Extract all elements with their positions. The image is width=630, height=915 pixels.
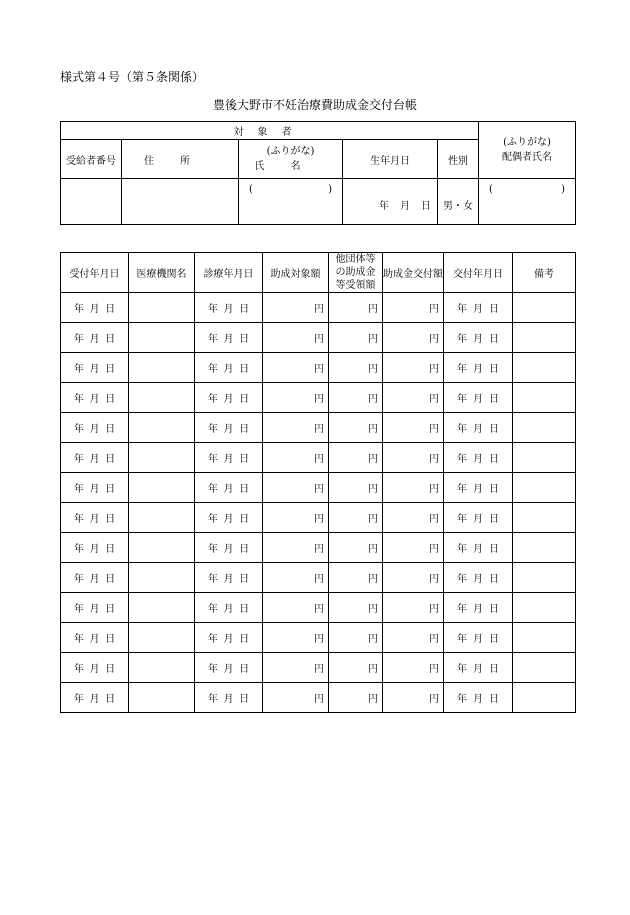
- reception-date-cell[interactable]: 年 月 日: [61, 473, 129, 503]
- treatment-date-cell[interactable]: 年 月 日: [195, 623, 263, 653]
- other-grant-received-cell[interactable]: 円: [329, 383, 383, 413]
- clinic-name-cell[interactable]: [129, 383, 195, 413]
- clinic-name-cell[interactable]: [129, 683, 195, 713]
- grant-target-amount-cell[interactable]: 円: [263, 473, 329, 503]
- other-grant-received-cell[interactable]: 円: [329, 653, 383, 683]
- clinic-name-cell[interactable]: [129, 323, 195, 353]
- grant-issued-amount-cell[interactable]: 円: [383, 353, 444, 383]
- table-row: [61, 503, 576, 533]
- table-row: [61, 353, 576, 383]
- grant-target-amount-header: 助成対象額: [263, 253, 329, 293]
- clinic-name-cell[interactable]: [129, 653, 195, 683]
- clinic-name-cell[interactable]: [129, 533, 195, 563]
- treatment-date-cell[interactable]: 年 月 日: [195, 653, 263, 683]
- spouse-name-cell[interactable]: ( ): [479, 179, 576, 225]
- treatment-date-header: 診療年月日: [195, 253, 263, 293]
- clinic-name-cell[interactable]: [129, 623, 195, 653]
- reception-date-cell[interactable]: 年 月 日: [61, 533, 129, 563]
- issue-date-cell[interactable]: 年 月 日: [444, 443, 513, 473]
- issue-date-cell[interactable]: 年 月 日: [444, 413, 513, 443]
- table-row: [61, 563, 576, 593]
- clinic-name-cell[interactable]: [129, 413, 195, 443]
- grant-ledger-table: [60, 252, 576, 713]
- grant-target-amount-cell[interactable]: 円: [263, 503, 329, 533]
- table-row: [61, 533, 576, 563]
- issue-date-cell[interactable]: 年 月 日: [444, 563, 513, 593]
- form-label: 様式第４号（第５条関係）: [60, 70, 205, 84]
- reception-date-cell[interactable]: 年 月 日: [61, 593, 129, 623]
- table-row: [61, 293, 576, 323]
- other-grant-received-cell[interactable]: 円: [329, 443, 383, 473]
- grant-issued-amount-cell[interactable]: 円: [383, 443, 444, 473]
- remarks-cell[interactable]: [513, 443, 576, 473]
- reception-date-header: 受付年月日: [61, 253, 129, 293]
- treatment-date-cell[interactable]: 年 月 日: [195, 383, 263, 413]
- treatment-date-cell[interactable]: 年 月 日: [195, 533, 263, 563]
- issue-date-cell[interactable]: 年 月 日: [444, 293, 513, 323]
- treatment-date-cell[interactable]: 年 月 日: [195, 413, 263, 443]
- address-cell[interactable]: [122, 179, 239, 225]
- issue-date-cell[interactable]: 年 月 日: [444, 323, 513, 353]
- clinic-name-cell[interactable]: [129, 443, 195, 473]
- treatment-date-cell[interactable]: 年 月 日: [195, 443, 263, 473]
- remarks-cell[interactable]: [513, 653, 576, 683]
- grant-target-amount-cell[interactable]: 円: [263, 623, 329, 653]
- remarks-cell[interactable]: [513, 503, 576, 533]
- other-grant-received-cell[interactable]: 円: [329, 353, 383, 383]
- remarks-cell[interactable]: [513, 593, 576, 623]
- grant-issued-amount-cell[interactable]: 円: [383, 383, 444, 413]
- reception-date-cell[interactable]: 年 月 日: [61, 383, 129, 413]
- treatment-date-cell[interactable]: 年 月 日: [195, 563, 263, 593]
- remarks-header: 備考: [513, 253, 576, 293]
- grant-issued-amount-cell[interactable]: 円: [383, 473, 444, 503]
- other-grant-received-cell[interactable]: 円: [329, 623, 383, 653]
- grant-issued-amount-header: 助成金交付額: [383, 253, 444, 293]
- clinic-name-cell[interactable]: [129, 503, 195, 533]
- grant-issued-amount-cell[interactable]: 円: [383, 593, 444, 623]
- spouse-name-header: (ふりがな) 配偶者氏名: [479, 122, 576, 179]
- remarks-cell[interactable]: [513, 683, 576, 713]
- other-grant-received-cell[interactable]: 円: [329, 683, 383, 713]
- recipient-number-header: 受給者番号: [61, 140, 122, 179]
- grant-target-amount-cell[interactable]: 円: [263, 563, 329, 593]
- remarks-cell[interactable]: [513, 323, 576, 353]
- remarks-cell[interactable]: [513, 293, 576, 323]
- grant-target-amount-cell[interactable]: 円: [263, 533, 329, 563]
- treatment-date-cell[interactable]: 年 月 日: [195, 353, 263, 383]
- grant-issued-amount-cell[interactable]: 円: [383, 503, 444, 533]
- sex-header: 性別: [438, 140, 479, 179]
- other-grant-received-cell[interactable]: 円: [329, 533, 383, 563]
- reception-date-cell[interactable]: 年 月 日: [61, 323, 129, 353]
- clinic-name-cell[interactable]: [129, 293, 195, 323]
- table-row: [61, 383, 576, 413]
- treatment-date-cell[interactable]: 年 月 日: [195, 293, 263, 323]
- grant-issued-amount-cell[interactable]: 円: [383, 653, 444, 683]
- grant-target-amount-cell[interactable]: 円: [263, 653, 329, 683]
- grant-target-amount-cell[interactable]: 円: [263, 383, 329, 413]
- other-grant-received-cell[interactable]: 円: [329, 563, 383, 593]
- grant-target-amount-cell[interactable]: 円: [263, 293, 329, 323]
- other-grant-received-cell[interactable]: 円: [329, 293, 383, 323]
- table-row: [61, 683, 576, 713]
- remarks-cell[interactable]: [513, 473, 576, 503]
- issue-date-cell[interactable]: 年 月 日: [444, 593, 513, 623]
- birthdate-cell[interactable]: 年 月 日: [343, 179, 438, 225]
- name-header: (ふりがな) 氏名: [239, 140, 343, 179]
- reception-date-cell[interactable]: 年 月 日: [61, 293, 129, 323]
- sex-cell[interactable]: 男・女: [438, 179, 479, 225]
- remarks-cell[interactable]: [513, 563, 576, 593]
- grant-issued-amount-cell[interactable]: 円: [383, 323, 444, 353]
- remarks-cell[interactable]: [513, 533, 576, 563]
- subject-table: [60, 121, 576, 225]
- other-grant-received-cell[interactable]: 円: [329, 413, 383, 443]
- recipient-number-cell[interactable]: [61, 179, 122, 225]
- grant-issued-amount-cell[interactable]: 円: [383, 563, 444, 593]
- subject-group-header: 対象者: [61, 122, 479, 140]
- clinic-name-header: 医療機関名: [129, 253, 195, 293]
- address-header: 住所: [122, 140, 239, 179]
- reception-date-cell[interactable]: 年 月 日: [61, 653, 129, 683]
- clinic-name-cell[interactable]: [129, 563, 195, 593]
- birthdate-header: 生年月日: [343, 140, 438, 179]
- grant-issued-amount-cell[interactable]: 円: [383, 413, 444, 443]
- table-row: [61, 413, 576, 443]
- remarks-cell[interactable]: [513, 353, 576, 383]
- grant-target-amount-cell[interactable]: 円: [263, 353, 329, 383]
- other-grant-received-cell[interactable]: 円: [329, 593, 383, 623]
- issue-date-cell[interactable]: 年 月 日: [444, 653, 513, 683]
- other-grant-received-cell[interactable]: 円: [329, 323, 383, 353]
- grant-target-amount-cell[interactable]: 円: [263, 443, 329, 473]
- issue-date-cell[interactable]: 年 月 日: [444, 683, 513, 713]
- table-row: [61, 443, 576, 473]
- remarks-cell[interactable]: [513, 383, 576, 413]
- remarks-cell[interactable]: [513, 623, 576, 653]
- reception-date-cell[interactable]: 年 月 日: [61, 413, 129, 443]
- grant-issued-amount-cell[interactable]: 円: [383, 533, 444, 563]
- reception-date-cell[interactable]: 年 月 日: [61, 503, 129, 533]
- reception-date-cell[interactable]: 年 月 日: [61, 683, 129, 713]
- grant-issued-amount-cell[interactable]: 円: [383, 683, 444, 713]
- reception-date-cell[interactable]: 年 月 日: [61, 353, 129, 383]
- clinic-name-cell[interactable]: [129, 593, 195, 623]
- issue-date-cell[interactable]: 年 月 日: [444, 473, 513, 503]
- table-row: [61, 323, 576, 353]
- other-grant-received-header: 他団体等 の助成金 等受領額: [329, 253, 383, 293]
- grant-target-amount-cell[interactable]: 円: [263, 593, 329, 623]
- reception-date-cell[interactable]: 年 月 日: [61, 623, 129, 653]
- table-row: [61, 473, 576, 503]
- grant-issued-amount-cell[interactable]: 円: [383, 293, 444, 323]
- reception-date-cell[interactable]: 年 月 日: [61, 443, 129, 473]
- grant-target-amount-cell[interactable]: 円: [263, 323, 329, 353]
- treatment-date-cell[interactable]: 年 月 日: [195, 323, 263, 353]
- grant-issued-amount-cell[interactable]: 円: [383, 623, 444, 653]
- name-cell[interactable]: ( ): [239, 179, 343, 225]
- table-row: [61, 653, 576, 683]
- issue-date-cell[interactable]: 年 月 日: [444, 353, 513, 383]
- grant-target-amount-cell[interactable]: 円: [263, 683, 329, 713]
- reception-date-cell[interactable]: 年 月 日: [61, 563, 129, 593]
- clinic-name-cell[interactable]: [129, 353, 195, 383]
- issue-date-cell[interactable]: 年 月 日: [444, 383, 513, 413]
- treatment-date-cell[interactable]: 年 月 日: [195, 473, 263, 503]
- table-row: [61, 623, 576, 653]
- other-grant-received-cell[interactable]: 円: [329, 473, 383, 503]
- other-grant-received-cell[interactable]: 円: [329, 503, 383, 533]
- remarks-cell[interactable]: [513, 413, 576, 443]
- document-title: 豊後大野市不妊治療費助成金交付台帳: [212, 98, 417, 112]
- issue-date-cell[interactable]: 年 月 日: [444, 503, 513, 533]
- grant-target-amount-cell[interactable]: 円: [263, 413, 329, 443]
- issue-date-header: 交付年月日: [444, 253, 513, 293]
- treatment-date-cell[interactable]: 年 月 日: [195, 593, 263, 623]
- table-row: [61, 593, 576, 623]
- treatment-date-cell[interactable]: 年 月 日: [195, 503, 263, 533]
- clinic-name-cell[interactable]: [129, 473, 195, 503]
- treatment-date-cell[interactable]: 年 月 日: [195, 683, 263, 713]
- issue-date-cell[interactable]: 年 月 日: [444, 533, 513, 563]
- issue-date-cell[interactable]: 年 月 日: [444, 623, 513, 653]
